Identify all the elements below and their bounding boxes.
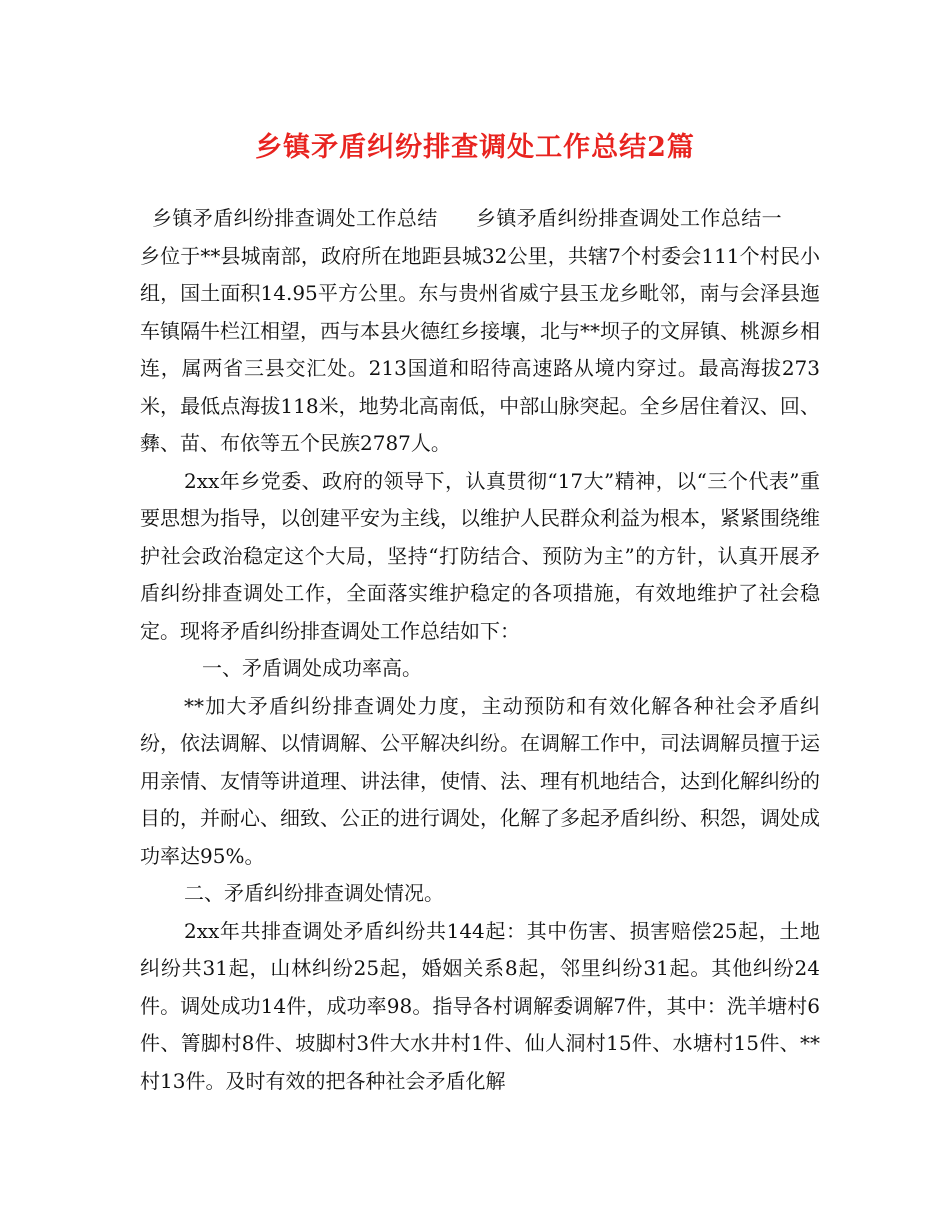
section-heading-2: 二、矛盾纠纷排查调处情况。 xyxy=(184,881,444,905)
paragraph-4: 2xx年共排查调处矛盾纠纷共144起：其中伤害、损害赔偿25起，土地纠纷共31起，山林纠纷25起，婚姻关系8起，邻里纠纷31起。其他纠纷24件。调处成功14件，成功率98。指导各村调解委调解7件，其中：洗羊塘村6件、箐脚村8件、坡脚村3件大水井村1件、仙人洞村15件、水塘村15件、**村13件。及时有效的把各种社会矛盾化解 xyxy=(140,918,820,1093)
document-title: 乡镇矛盾纠纷排查调处工作总结2篇 xyxy=(255,132,695,163)
intro-lead: 乡镇矛盾纠纷排查调处工作总结 xyxy=(152,206,438,230)
document-body xyxy=(140,200,820,1100)
intro-lead-2: 乡镇矛盾纠纷排查调处工作总结一 xyxy=(475,206,783,230)
section-heading-1: 一、矛盾调处成功率高。 xyxy=(202,656,422,680)
paragraph-3: **加大矛盾纠纷排查调处力度，主动预防和有效化解各种社会矛盾纠纷，依法调解、以情调解、公平解决纠纷。在调解工作中，司法调解员擅于运用亲情、友情等讲道理、讲法律，使情、法、理有机地结合，达到化解纠纷的目的，并耐心、细致、公正的进行调处，化解了多起矛盾纠纷、积怨，调处成功率达95%。 xyxy=(140,693,820,868)
intro-text: 乡位于**县城南部，政府所在地距县城32公里，共辖7个村委会111个村民小组，国土面积14.95平方公里。东与贵州省威宁县玉龙乡毗邻，南与会泽县迤车镇隔牛栏江相望，西与本县火德红乡接壤，北与**坝子的文屏镇、桃源乡相连，属两省三县交汇处。213国道和昭待高速路从境内穿过。最高海拔273米，最低点海拔118米，地势北高南低，中部山脉突起。全乡居住着汉、回、彝、苗、布依等五个民族2787人。 xyxy=(140,243,820,455)
intro-paragraph xyxy=(140,200,820,463)
paragraph-2: 2xx年乡党委、政府的领导下，认真贯彻“17大”精神，以“三个代表”重要思想为指导，以创建平安为主线，以维护人民群众利益为根本，紧紧围绕维护社会政治稳定这个大局，坚持“打防结合、预防为主”的方针，认真开展矛盾纠纷排查调处工作，全面落实维护稳定的各项措施，有效地维护了社会稳定。现将矛盾纠纷排查调处工作总结如下： xyxy=(140,468,820,643)
